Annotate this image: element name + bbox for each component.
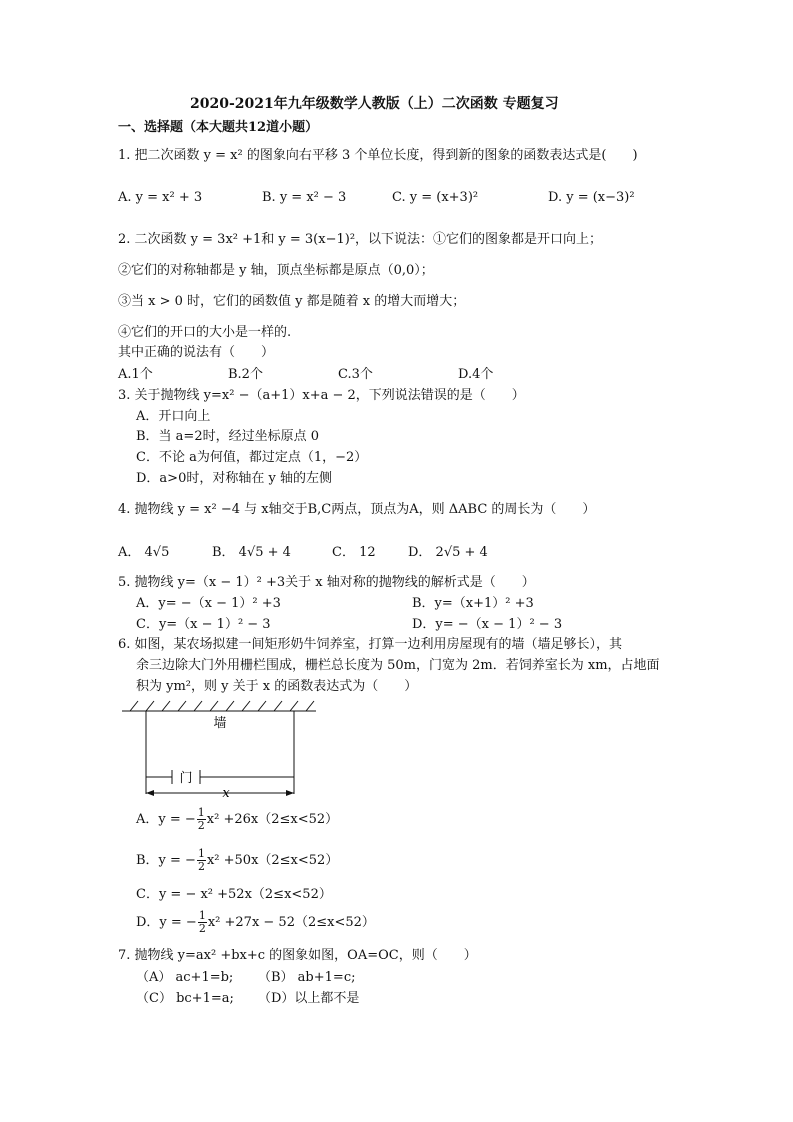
question-6-line-3: 积为 ym²，则 y 关于 x 的函数表达式为（ ） bbox=[136, 679, 418, 694]
q7-option-a: （A） ac+1=b; bbox=[136, 970, 234, 985]
question-2-stem: 2. 二次函数 y = 3x² +1和 y = 3(x−1)²，以下说法：①它们的图象都是开口向上； bbox=[118, 232, 603, 247]
question-2-statement-3: ③当 x > 0 时，它们的函数值 y 都是随着 x 的增大而增大； bbox=[118, 294, 466, 309]
wall-hatching bbox=[122, 701, 316, 711]
q3-option-a: A．开口向上 bbox=[136, 409, 211, 424]
q5-option-d: D．y= −（x − 1）² − 3 bbox=[412, 617, 563, 632]
q5-option-c: C．y=（x − 1）² − 3 bbox=[136, 617, 271, 632]
question-6-line-1: 6. 如图，某农场拟建一间矩形奶牛饲养室，打算一边利用房屋现有的墙（墙足够长），其 bbox=[118, 637, 623, 652]
q3-option-d: D．a>0时，对称轴在 y 轴的左侧 bbox=[136, 471, 332, 486]
wall-label: 墙 bbox=[213, 716, 227, 731]
fraction: $\frac{1}{2}$ bbox=[197, 806, 205, 832]
q5-option-a: A．y= −（x − 1）² +3 bbox=[136, 596, 281, 611]
question-2-statement-2: ②它们的对称轴都是 y 轴，顶点坐标都是原点（0,0）； bbox=[118, 263, 434, 278]
arrowhead-left bbox=[146, 790, 154, 796]
q1-option-b: B. y = x² − 3 bbox=[262, 190, 347, 205]
x-label: x bbox=[222, 786, 230, 801]
q6-option-c: C．y = − x² +52x（2≤x<52） bbox=[136, 887, 332, 902]
q2-option-b: B.2个 bbox=[228, 367, 263, 382]
question-7-stem: 7. 抛物线 y=ax² +bx+c 的图象如图，OA=OC，则（ ） bbox=[118, 948, 477, 963]
q6-option-a: A．y = − $\frac{1}{2}$ x² +26x（2≤x<52） bbox=[136, 806, 339, 832]
door-label: 门 bbox=[179, 771, 193, 786]
question-4-stem: 4. 抛物线 y = x² −4 与 x轴交于B,C两点，顶点为A，则 ΔABC 的周长为（ ） bbox=[118, 502, 596, 517]
q7-option-b: （B） ab+1=c; bbox=[258, 970, 356, 985]
q1-option-c: C. y = (x+3)² bbox=[392, 190, 479, 205]
q7-option-d: （D）以上都不是 bbox=[258, 991, 360, 1006]
page-title: 2020-2021年九年级数学人教版（上）二次函数 专题复习 bbox=[190, 96, 559, 112]
question-5-stem: 5. 抛物线 y=（x − 1）² +3关于 x 轴对称的抛物线的解析式是（ ） bbox=[118, 575, 535, 590]
q2-option-a: A.1个 bbox=[118, 367, 153, 382]
q3-option-c: C．不论 a为何值，都过定点（1，−2） bbox=[136, 450, 368, 465]
q4-option-b: B． 4√5 + 4 bbox=[212, 545, 291, 560]
arrowhead-right bbox=[286, 790, 294, 796]
q6-option-b: B．y = − $\frac{1}{2}$ x² +50x（2≤x<52） bbox=[136, 847, 339, 873]
q4-option-c: C． 12 bbox=[332, 545, 376, 560]
q1-option-d: D. y = (x−3)² bbox=[548, 190, 635, 205]
question-2-prompt: 其中正确的说法有（ ） bbox=[118, 345, 275, 360]
q3-option-b: B．当 a=2时，经过坐标原点 0 bbox=[136, 429, 320, 444]
fraction: $\frac{1}{2}$ bbox=[198, 909, 206, 935]
question-6-line-2: 余三边除大门外用栅栏围成，栅栏总长度为 50m，门宽为 2m．若饲养室长为 xm，占地面 bbox=[136, 658, 660, 673]
fraction: $\frac{1}{2}$ bbox=[197, 847, 205, 873]
q4-option-d: D． 2√5 + 4 bbox=[408, 545, 488, 560]
question-1-stem: 1. 把二次函数 y = x² 的图象向右平移 3 个单位长度，得到新的图象的函数表达式是( ) bbox=[118, 148, 638, 163]
q4-option-a: A． 4√5 bbox=[118, 545, 170, 560]
q7-option-c: （C） bc+1=a; bbox=[136, 991, 234, 1006]
section-heading: 一、选择题（本大题共12道小题） bbox=[118, 120, 319, 135]
q2-option-c: C.3个 bbox=[338, 367, 373, 382]
q1-option-a: A. y = x² + 3 bbox=[118, 190, 203, 205]
q2-option-d: D.4个 bbox=[458, 367, 494, 382]
q5-option-b: B．y=（x+1）² +3 bbox=[412, 596, 534, 611]
question-3-stem: 3. 关于抛物线 y=x² −（a+1）x+a − 2，下列说法错误的是（ ） bbox=[118, 388, 525, 403]
question-2-statement-4: ④它们的开口的大小是一样的. bbox=[118, 325, 292, 340]
q6-option-d: D．y = − $\frac{1}{2}$ x² +27x − 52（2≤x<52） bbox=[136, 909, 375, 935]
barn-diagram bbox=[118, 698, 322, 802]
